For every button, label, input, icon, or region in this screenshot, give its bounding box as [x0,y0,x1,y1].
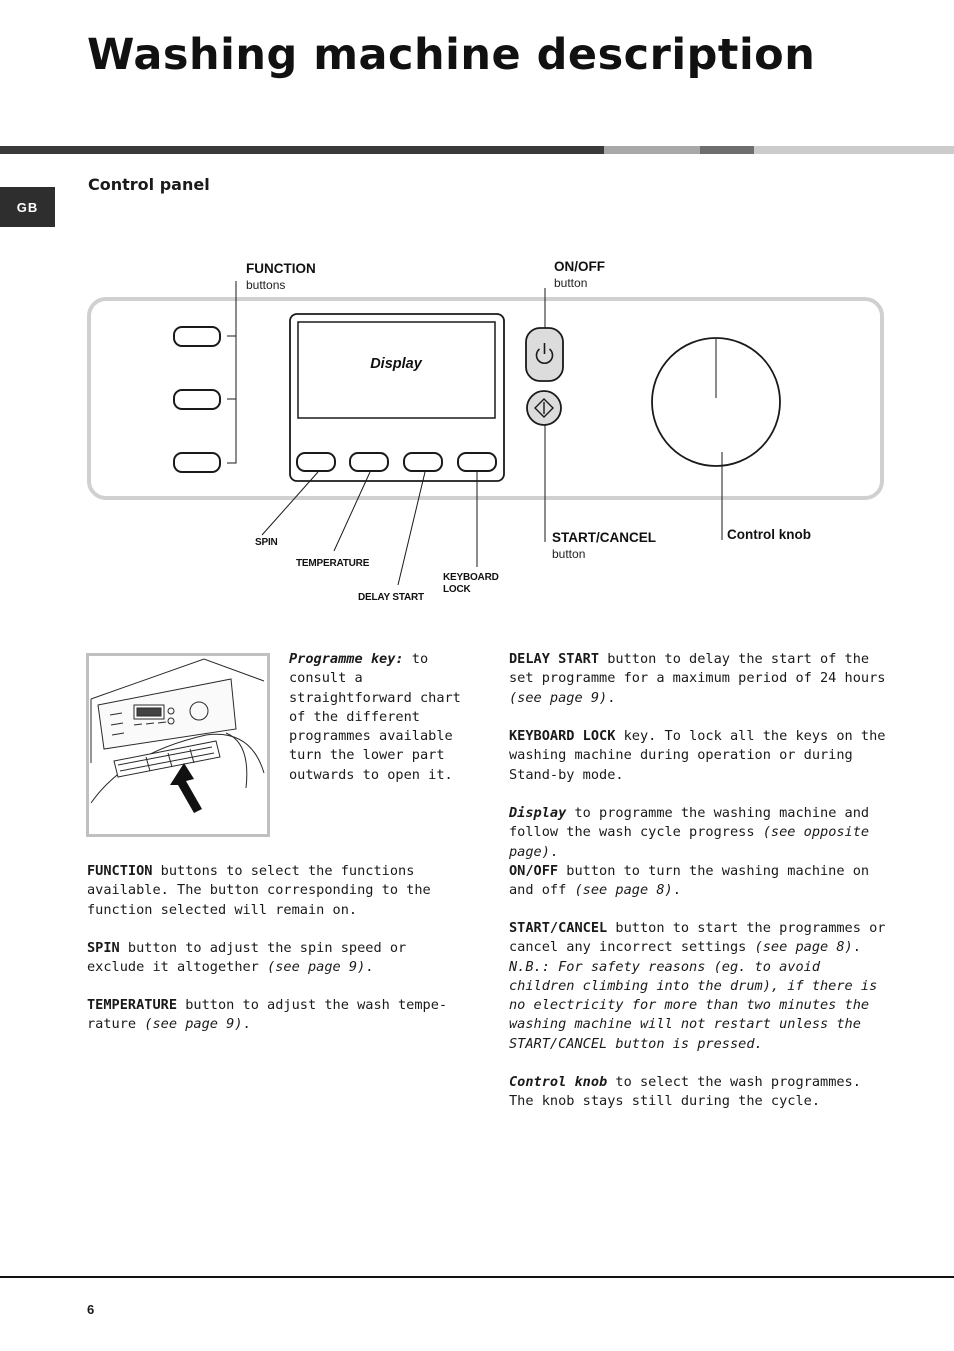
function-button-3 [174,453,220,472]
spin-end: . [365,959,374,976]
programme-key-line-2: consult a [289,670,363,687]
delay-start-leader [398,472,425,585]
start-cancel-end: . [852,939,861,956]
onoff-label: ON/OFF [554,259,605,274]
display-end: . [549,843,559,860]
programme-key-line-5: programmes available [289,728,453,745]
temperature-label: TEMPERATURE [296,558,370,569]
programme-key-illustration [86,653,270,837]
delay-start-description [509,650,889,708]
spin-term: SPIN [87,940,120,956]
spin-label: SPIN [255,537,278,548]
delay-start-button [404,453,442,471]
onoff-description [509,862,889,901]
control-knob-text: to select the wash programmes. The knob stays still during the cycle. [509,1074,861,1110]
programme-key-line-3: straightforward chart [289,689,461,706]
lock-label: LOCK [443,584,471,595]
function-text: buttons to select the functions available. The button corresponding to the function selected will remain on. [87,863,431,918]
delay-start-term: DELAY START [509,651,600,667]
start-cancel-text: button to start the programmes or cancel any incorrect settings [509,920,886,956]
temperature-ref: (see page 9) [144,1016,243,1033]
delay-start-ref: (see page 9) [509,689,608,706]
function-description [87,862,463,920]
control-panel-diagram [0,0,954,640]
function-term: FUNCTION [87,863,153,879]
onoff-button [526,328,563,381]
keyboard-lock-button [458,453,496,471]
programme-key-line-1: to [403,651,429,667]
start-cancel-sublabel: button [552,547,586,561]
control-knob-label: Control knob [727,527,811,542]
start-cancel-ref: (see page 8) [754,939,853,956]
language-tab: GB [0,187,55,227]
display-term: Display [509,805,567,821]
delay-start-text: button to delay the start of the set programme for a maximum period of 24 hours [509,651,886,687]
start-cancel-note: N.B.: For safety reasons (eg. to avoid children climbing into the drum), if there is no electricity for more than two minutes the washing machine will not restart unless the START/CANCEL button is pressed. [509,958,878,1052]
temperature-description [87,996,463,1035]
start-cancel-term: START/CANCEL [509,920,608,936]
start-cancel-description [509,919,889,1054]
control-knob-description [509,1073,889,1112]
spin-ref: (see page 9) [267,959,366,976]
programme-key-term: Programme key: [289,651,404,667]
function-sublabel: buttons [246,278,286,292]
temperature-leader [334,472,370,551]
keyboard-lock-term: KEYBOARD LOCK [509,728,616,744]
page-number: 6 [87,1302,95,1317]
spin-text: button to adjust the spin speed or exclude it altogether [87,940,407,976]
function-button-2 [174,390,220,409]
display-ref: (see opposite page) [509,824,870,860]
display-text: to programme the washing machine and follow the wash cycle progress [509,805,870,841]
spin-leader [262,472,318,535]
onoff-sublabel: button [554,276,588,290]
keyboard-lock-text: key. To lock all the keys on the washing machine during operation or during Stand-by mode. [509,728,886,783]
footer-rule [0,1276,954,1278]
control-knob-term: Control knob [509,1074,608,1090]
programme-key-paragraph [289,650,479,785]
start-cancel-label: START/CANCEL [552,530,656,545]
onoff-term: ON/OFF [509,863,559,879]
temperature-text: button to adjust the wash tempe-rature [87,997,448,1033]
page-title: Washing machine description [87,30,816,80]
spin-button [297,453,335,471]
display-description [509,804,889,862]
section-title: Control panel [88,175,210,194]
onoff-text: button to turn the washing machine on and off [509,863,870,899]
keyboard-lock-description [509,727,889,785]
keyboard-label: KEYBOARD [443,572,499,583]
programme-key-line-4: of the different [289,708,420,725]
spin-description [87,939,463,978]
delay-start-label: DELAY START [358,592,424,603]
delay-start-end: . [607,689,616,706]
onoff-ref: (see page 8) [574,882,673,899]
display-label: Display [370,356,422,372]
temperature-end: . [242,1016,251,1033]
temperature-button [350,453,388,471]
temperature-term: TEMPERATURE [87,997,178,1013]
function-button-1 [174,327,220,346]
programme-key-line-7: outwards to open it. [289,766,453,783]
function-label: FUNCTION [246,261,316,276]
onoff-end: . [672,882,681,899]
programme-key-line-6: turn the lower part [289,747,445,764]
